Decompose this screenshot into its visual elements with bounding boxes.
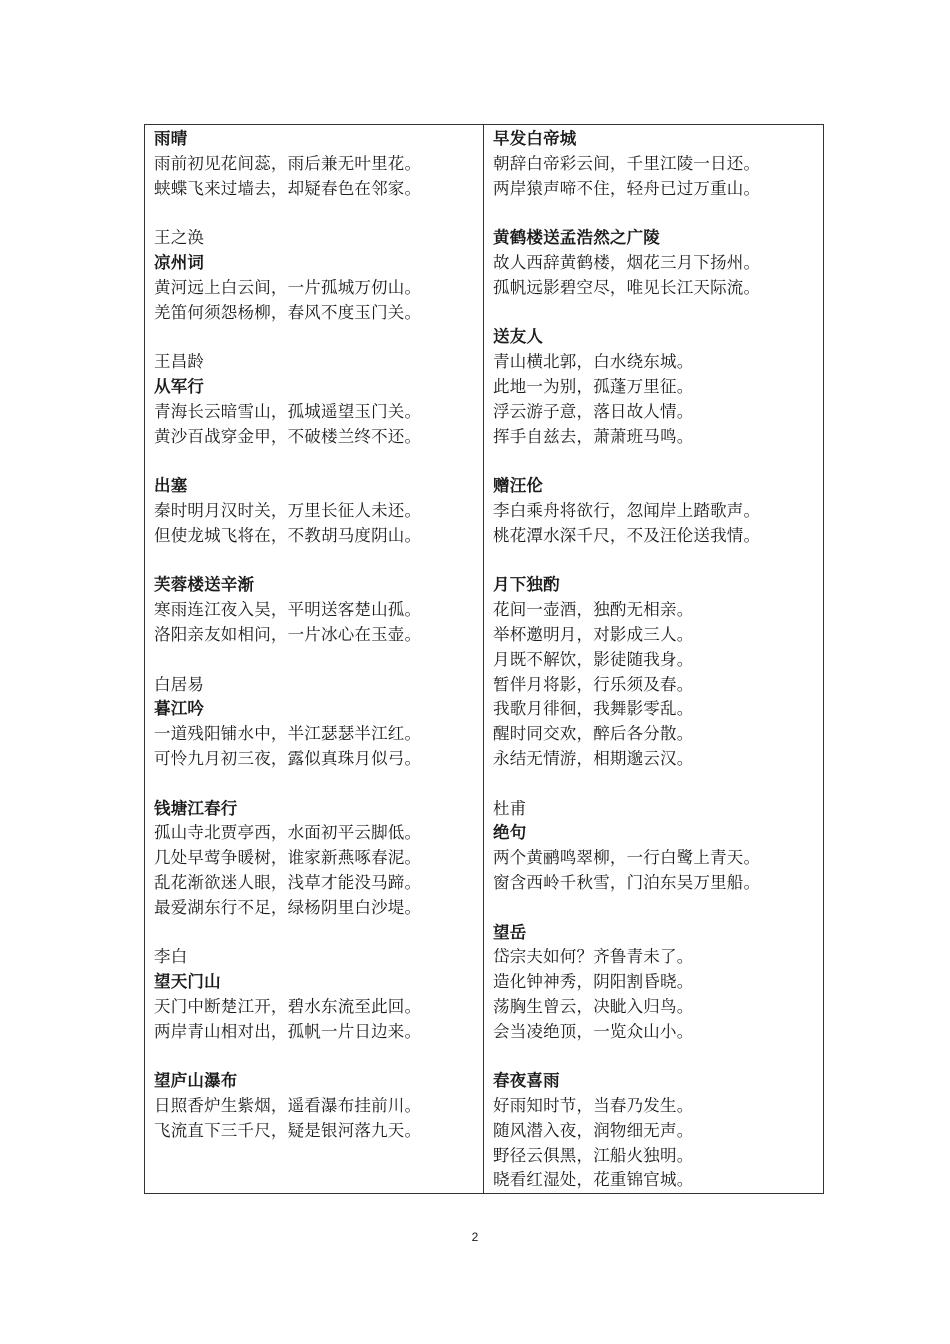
left-column xyxy=(145,125,484,1193)
page-number: 2 xyxy=(471,1230,479,1244)
poem-table xyxy=(144,124,824,1194)
spacer xyxy=(493,449,823,474)
poem-title: 绝句 xyxy=(493,823,527,843)
spacer xyxy=(154,648,483,673)
verse-line: 荡胸生曾云，决眦入归鸟。 xyxy=(493,996,694,1016)
verse-line: 孤山寺北贾亭西，水面初平云脚低。 xyxy=(154,823,422,843)
spacer xyxy=(154,1044,483,1069)
verse-line: 秦时明月汉时关，万里长征人未还。 xyxy=(154,500,422,520)
poet-name: 王之涣 xyxy=(154,228,205,248)
spacer xyxy=(493,549,823,574)
poet-name: 杜甫 xyxy=(493,798,527,818)
poet-name: 李白 xyxy=(154,947,188,967)
verse-line: 羌笛何须怨杨柳，春风不度玉门关。 xyxy=(154,302,422,322)
poem-title: 望庐山瀑布 xyxy=(154,1071,238,1091)
spacer xyxy=(154,772,483,797)
verse-line: 寒雨连江夜入吴，平明送客楚山孤。 xyxy=(154,600,422,620)
poem-title: 望天门山 xyxy=(154,972,221,992)
verse-line: 一道残阳铺水中，半江瑟瑟半江红。 xyxy=(154,724,422,744)
verse-line: 青山横北郭，白水绕东城。 xyxy=(493,352,694,372)
verse-line: 青海长云暗雪山，孤城遥望玉门关。 xyxy=(154,401,422,421)
verse-line: 李白乘舟将欲行，忽闻岸上踏歌声。 xyxy=(493,500,761,520)
verse-line: 天门中断楚江开，碧水东流至此回。 xyxy=(154,996,422,1016)
poem-title: 钱塘江春行 xyxy=(154,798,238,818)
poet-name: 王昌龄 xyxy=(154,352,205,372)
verse-line: 晓看红湿处，花重锦官城。 xyxy=(493,1170,694,1190)
verse-line: 乱花渐欲迷人眼，浅草才能没马蹄。 xyxy=(154,872,422,892)
spacer xyxy=(154,201,483,226)
verse-line: 雨前初见花间蕊，雨后兼无叶里花。 xyxy=(154,153,422,173)
poem-title: 赠汪伦 xyxy=(493,476,544,496)
verse-line: 桃花潭水深千尺，不及汪伦送我情。 xyxy=(493,525,761,545)
verse-line: 孤帆远影碧空尽，唯见长江天际流。 xyxy=(493,277,761,297)
spacer xyxy=(493,772,823,797)
poem-title: 出塞 xyxy=(154,476,188,496)
verse-line: 随风潜入夜，润物细无声。 xyxy=(493,1120,694,1140)
spacer xyxy=(493,301,823,326)
verse-line: 黄河远上白云间，一片孤城万仞山。 xyxy=(154,277,422,297)
verse-line: 但使龙城飞将在，不教胡马度阴山。 xyxy=(154,525,422,545)
verse-line: 月既不解饮，影徒随我身。 xyxy=(493,649,694,669)
verse-line: 飞流直下三千尺，疑是银河落九天。 xyxy=(154,1120,422,1140)
poem-title: 望岳 xyxy=(493,922,527,942)
spacer xyxy=(154,449,483,474)
verse-line: 醒时同交欢，醉后各分散。 xyxy=(493,724,694,744)
verse-line: 永结无情游，相期邈云汉。 xyxy=(493,748,694,768)
spacer xyxy=(154,325,483,350)
verse-line: 花间一壶酒，独酌无相亲。 xyxy=(493,600,694,620)
spacer xyxy=(493,201,823,226)
poem-title: 雨晴 xyxy=(154,129,188,148)
poem-title: 芙蓉楼送辛渐 xyxy=(154,575,255,595)
right-column xyxy=(484,125,823,1193)
spacer xyxy=(493,896,823,921)
verse-line: 最爱湖东行不足，绿杨阴里白沙堤。 xyxy=(154,897,422,917)
verse-line: 举杯邀明月，对影成三人。 xyxy=(493,624,694,644)
verse-line: 两岸青山相对出，孤帆一片日边来。 xyxy=(154,1021,422,1041)
verse-line: 我歌月徘徊，我舞影零乱。 xyxy=(493,699,694,719)
verse-line: 暂伴月将影，行乐须及春。 xyxy=(493,674,694,694)
verse-line: 可怜九月初三夜，露似真珠月似弓。 xyxy=(154,748,422,768)
poet-name: 白居易 xyxy=(154,674,205,694)
poem-title: 黄鹤楼送孟浩然之广陵 xyxy=(493,228,660,248)
poem-title: 暮江吟 xyxy=(154,699,205,719)
poem-title: 月下独酌 xyxy=(493,575,560,595)
verse-line: 朝辞白帝彩云间，千里江陵一日还。 xyxy=(493,153,761,173)
spacer xyxy=(154,921,483,946)
verse-line: 窗含西岭千秋雪，门泊东吴万里船。 xyxy=(493,872,761,892)
verse-line: 野径云俱黑，江船火独明。 xyxy=(493,1145,694,1165)
verse-line: 几处早莺争暖树，谁家新燕啄春泥。 xyxy=(154,848,422,868)
verse-line: 故人西辞黄鹤楼，烟花三月下扬州。 xyxy=(493,252,761,272)
verse-line: 洛阳亲友如相问，一片冰心在玉壶。 xyxy=(154,624,422,644)
verse-line: 此地一为别，孤蓬万里征。 xyxy=(493,376,694,396)
verse-line: 日照香炉生紫烟，遥看瀑布挂前川。 xyxy=(154,1096,422,1116)
verse-line: 好雨知时节，当春乃发生。 xyxy=(493,1096,694,1116)
poem-title: 从军行 xyxy=(154,376,205,396)
spacer xyxy=(154,549,483,574)
verse-line: 黄沙百战穿金甲，不破楼兰终不还。 xyxy=(154,426,422,446)
verse-line: 挥手自兹去，萧萧班马鸣。 xyxy=(493,426,694,446)
poem-title: 春夜喜雨 xyxy=(493,1071,560,1091)
spacer xyxy=(493,1044,823,1069)
verse-line: 浮云游子意，落日故人情。 xyxy=(493,401,694,421)
verse-line: 会当凌绝顶，一览众山小。 xyxy=(493,1021,694,1041)
verse-line: 岱宗夫如何？齐鲁青未了。 xyxy=(493,947,694,967)
verse-line: 两岸猿声啼不住，轻舟已过万重山。 xyxy=(493,178,761,198)
poem-title: 送友人 xyxy=(493,327,544,347)
verse-line: 两个黄鹂鸣翠柳，一行白鹭上青天。 xyxy=(493,848,761,868)
poem-title: 早发白帝城 xyxy=(493,129,577,148)
verse-line: 蛱蝶飞来过墙去，却疑春色在邻家。 xyxy=(154,178,422,198)
verse-line: 造化钟神秀，阴阳割昏晓。 xyxy=(493,972,694,992)
poem-title: 凉州词 xyxy=(154,252,205,272)
